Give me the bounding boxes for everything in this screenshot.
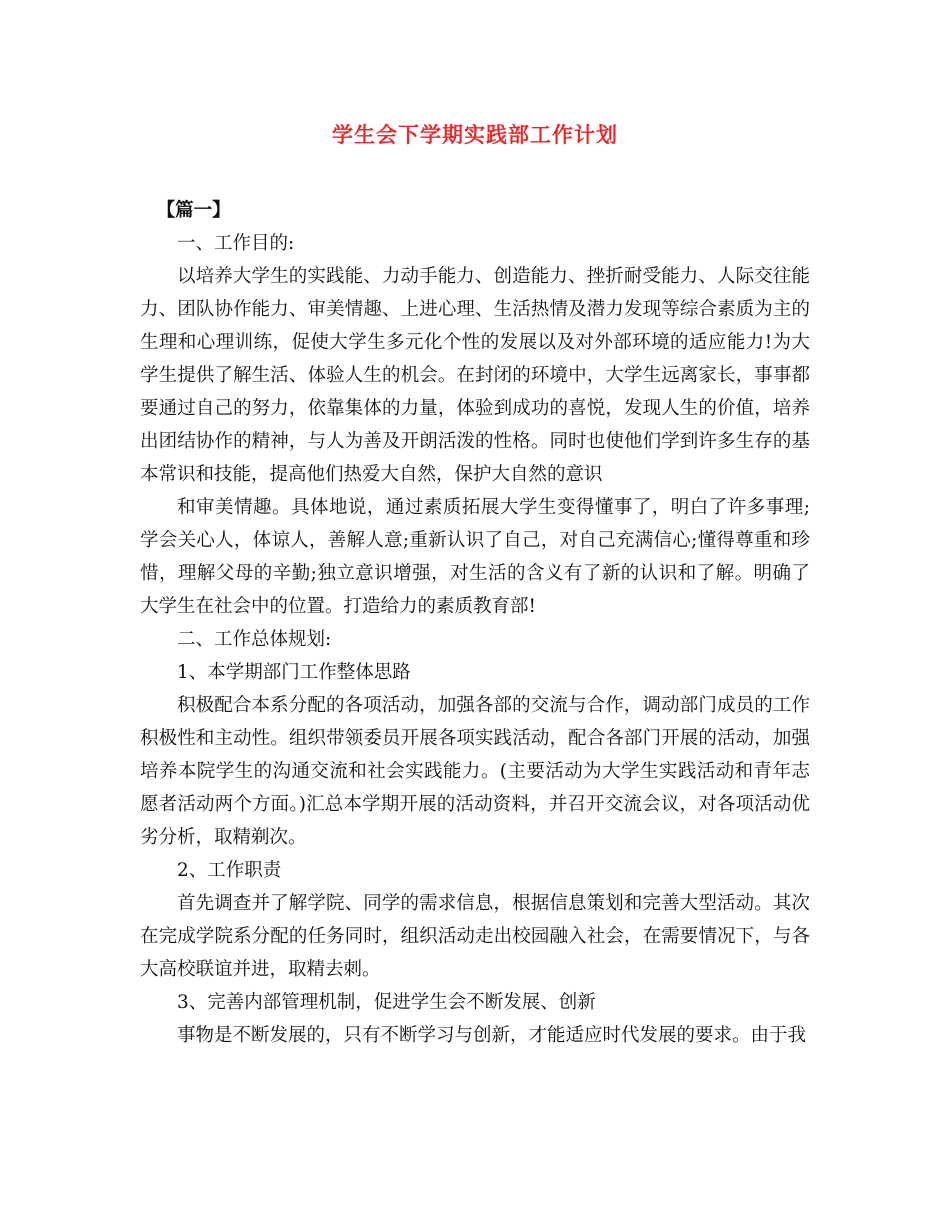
paragraph: 和审美情趣。具体地说，通过素质拓展大学生变得懂事了，明白了许多事理;学会关心人，体谅人，善解人意;重新认识了自己，对自己充满信心;懂得尊重和珍惜，理解父母的辛勤;独立意识增强，对生活的含义有了新的认识和了解。明确了大学生在社会中的位置。打造给力的素质教育部! <box>140 497 810 617</box>
paragraph: 3、完善内部管理机制，促进学生会不断发展、创新 <box>177 992 596 1013</box>
section-heading: 【篇一】 <box>156 200 231 221</box>
paragraph: 2、工作职责 <box>177 860 282 881</box>
paragraph: 二、工作总体规划: <box>177 629 332 650</box>
paragraph: 事物是不断发展的，只有不断学习与创新，才能适应时代发展的要求。由于我 <box>177 1025 807 1046</box>
paragraph: 积极配合本系分配的各项活动，加强各部的交流与合作，调动部门成员的工作积极性和主动性。组织带领委员开展各项实践活动，配合各部门开展的活动，加强培养本院学生的沟通交流和社会实践能力。(主要活动为大学生实践活动和青年志愿者活动两个方面。)汇总本学期开展的活动资料，并召开交流会议，对各项活动优劣分析，取精剃次。 <box>140 695 810 848</box>
paragraph: 1、本学期部门工作整体思路 <box>177 662 411 683</box>
paragraph: 首先调查并了解学院、同学的需求信息，根据信息策划和完善大型活动。其次在完成学院系分配的任务同时，组织活动走出校园融入社会，在需要情况下，与各大高校联谊并进，取精去刺。 <box>140 893 810 980</box>
document-title: 学生会下学期实践部工作计划 <box>332 123 618 147</box>
paragraph: 以培养大学生的实践能、力动手能力、创造能力、挫折耐受能力、人际交往能力、团队协作能力、审美情趣、上进心理、生活热情及潜力发现等综合素质为主的生理和心理训练，促使大学生多元化个性的发展以及对外部环境的适应能力!为大学生提供了解生活、体验人生的机会。在封闭的环境中，大学生远离家长，事事都要通过自己的努力，依靠集体的力量，体验到成功的喜悦，发现人生的价值，培养出团结协作的精神，与人为善及开朗活泼的性格。同时也使他们学到许多生存的基本常识和技能，提高他们热爱大自然，保护大自然的意识 <box>140 266 810 485</box>
paragraph: 一、工作目的: <box>177 233 295 254</box>
document-body <box>140 194 810 1052</box>
